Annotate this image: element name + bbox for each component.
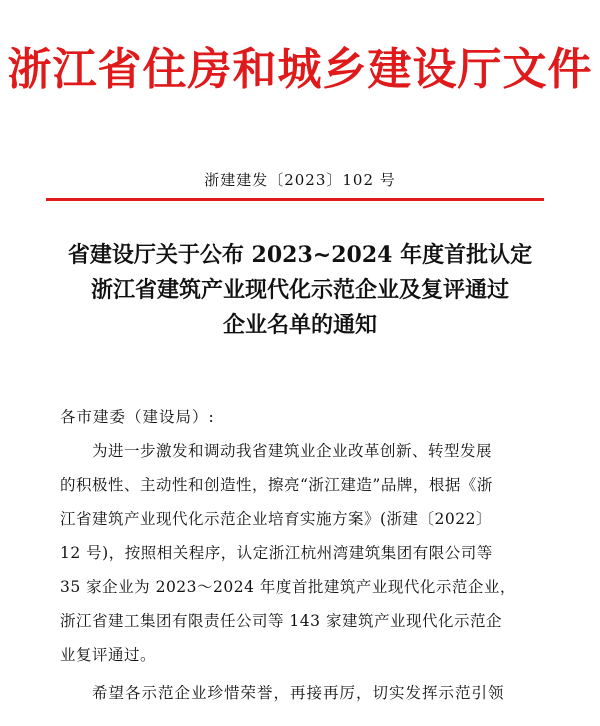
paragraph-line: 浙江省建工集团有限责任公司等 143 家建筑产业现代化示范企 — [60, 612, 502, 630]
paragraph-line: 12 号)，按照相关程序，认定浙江杭州湾建筑集团有限公司等 — [60, 544, 493, 562]
notice-title-line: 企业名单的通知 — [222, 312, 377, 338]
paragraph-line: 的积极性、主动性和创造性，擦亮“浙江建造”品牌，根据《浙 — [60, 476, 493, 494]
notice-title — [40, 238, 560, 343]
paragraph-line: 为进一步激发和调动我省建筑业企业改革创新、转型发展 — [92, 442, 493, 460]
notice-title-line: 省建设厅关于公布 2023~2024 年度首批认定 — [67, 242, 533, 268]
document-number: 浙建建发〔2023〕102 号 — [204, 171, 396, 189]
red-divider-line — [46, 198, 544, 201]
paragraph-line: 业复评通过。 — [60, 646, 157, 664]
notice-title-line: 浙江省建筑产业现代化示范企业及复评通过 — [90, 277, 509, 303]
paragraph-1 — [60, 434, 550, 672]
salutation: 各市建委（建设局）: — [60, 408, 215, 426]
issuer-header-title: 浙江省住房和城乡建设厅文件 — [7, 44, 593, 95]
paragraph-line: 35 家企业为 2023～2024 年度首批建筑产业现代化示范企业， — [60, 578, 516, 596]
paragraph-line: 江省建筑产业现代化示范企业培育实施方案》(浙建〔2022〕 — [60, 510, 492, 528]
notice-body — [60, 400, 550, 710]
paragraph-2: 希望各示范企业珍惜荣誉，再接再厉，切实发挥示范引领 — [92, 684, 505, 702]
